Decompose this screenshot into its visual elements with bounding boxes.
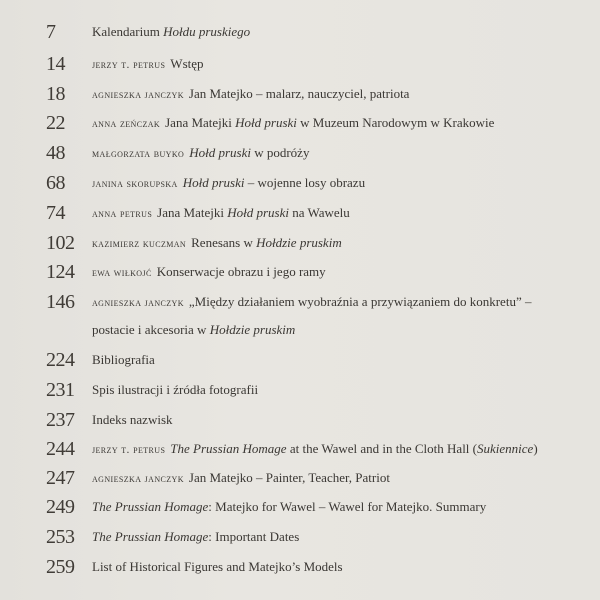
entry-title-italic: The Prussian Homage — [92, 499, 209, 514]
entry-continuation — [92, 322, 295, 338]
entry-title-text: postacie i akcesoria w — [92, 322, 210, 337]
entry-line — [92, 264, 592, 281]
entry-title-italic: The Prussian Homage — [92, 529, 209, 544]
entry-line — [92, 470, 592, 487]
page-number: 48 — [46, 142, 65, 164]
entry-title-italic: Hołdzie pruskim — [209, 322, 296, 337]
entry-title-text: Jana Matejki — [165, 115, 236, 130]
entry-line — [92, 382, 592, 398]
page-number: 18 — [46, 83, 65, 105]
entry-author: anna zeńczak — [92, 118, 161, 130]
entry-line — [92, 529, 592, 545]
entry-title-italic: Hołd pruski — [189, 145, 251, 160]
entry-line — [92, 499, 592, 515]
entry-title-text: w Muzeum Narodowym w Krakowie — [296, 115, 495, 130]
entry-title-text: Spis ilustracji i źródła fotografii — [92, 382, 259, 397]
entry-line — [92, 145, 592, 162]
entry-author: jerzy t. petrus — [92, 444, 166, 456]
entry-line — [92, 86, 592, 103]
page-number: 68 — [46, 172, 65, 194]
entry-title-italic: Hołdu pruskiego — [163, 24, 251, 39]
entry-title-text: Kalendarium — [92, 24, 164, 39]
entry-title-italic: The Prussian Homage — [170, 441, 287, 456]
entry-title-text: Indeks nazwisk — [92, 412, 173, 427]
entry-line — [92, 352, 592, 368]
entry-title-italic: Hołd pruski — [182, 175, 245, 190]
entry-author: małgorzata buyko — [92, 148, 185, 160]
entry-author: agnieszka janczyk — [92, 473, 184, 485]
entry-author: anna petrus — [92, 208, 153, 220]
page-number: 22 — [46, 112, 65, 134]
page-number: 146 — [46, 291, 75, 313]
entry-title-text: „Między działaniem wyobraźnia a przywiązaniem do konkretu” – — [188, 294, 532, 309]
entry-line — [92, 412, 592, 428]
entry-title-italic: Hołd pruski — [227, 205, 289, 220]
page-number: 14 — [46, 53, 65, 75]
entry-line — [92, 56, 592, 73]
entry-title-text: na Wawelu — [288, 205, 350, 220]
entry-title-text: at the Wawel and in the Cloth Hall ( — [286, 441, 477, 456]
entry-title-text: Wstęp — [170, 56, 204, 71]
entry-title-text: – wojenne losy obrazu — [244, 175, 366, 190]
page-number: 7 — [46, 21, 56, 43]
entry-author: janina skorupska — [92, 178, 178, 190]
entry-author: agnieszka janczyk — [92, 297, 184, 309]
entry-line — [92, 115, 592, 132]
entry-title-text: Jana Matejki — [157, 205, 228, 220]
entry-title-text: : Important Dates — [208, 529, 300, 544]
entry-author: ewa wiłkojć — [92, 267, 152, 279]
entry-line — [92, 24, 592, 40]
page-number: 102 — [46, 232, 75, 254]
entry-title-text: Jan Matejko – malarz, nauczyciel, patriota — [188, 86, 410, 101]
entry-author: jerzy t. petrus — [92, 59, 166, 71]
page-number: 224 — [46, 349, 75, 371]
entry-line — [92, 559, 592, 575]
entry-title-italic: Hołd pruski — [235, 115, 297, 130]
entry-title-text: : Matejko for Wawel – Wawel for Matejko. Summary — [208, 499, 487, 514]
entry-title-text: w podróży — [250, 145, 310, 160]
page-number: 244 — [46, 438, 75, 460]
page-number: 231 — [46, 379, 75, 401]
entry-line — [92, 294, 592, 311]
page-number: 124 — [46, 261, 75, 283]
page-number: 259 — [46, 556, 75, 578]
entry-line — [92, 205, 592, 222]
entry-title-text: Bibliografia — [92, 352, 155, 367]
entry-line — [92, 441, 592, 458]
entry-title-text: Jan Matejko – Painter, Teacher, Patriot — [188, 470, 390, 485]
entry-title-text: Konserwacje obrazu i jego ramy — [156, 264, 326, 279]
entry-title-text: Renesans w — [191, 235, 257, 250]
page-number: 74 — [46, 202, 65, 224]
entry-line — [92, 175, 592, 192]
page-number: 237 — [46, 409, 75, 431]
entry-title-italic: Sukiennice — [477, 441, 534, 456]
entry-title-text: ) — [533, 441, 538, 456]
entry-line — [92, 235, 592, 252]
entry-title-italic: Hołdzie pruskim — [256, 235, 342, 250]
entry-author: agnieszka janczyk — [92, 89, 184, 101]
page-number: 247 — [46, 467, 75, 489]
entry-author: kazimierz kuczman — [92, 238, 187, 250]
page-number: 249 — [46, 496, 75, 518]
page-number: 253 — [46, 526, 75, 548]
entry-title-text: List of Historical Figures and Matejko’s Models — [92, 559, 343, 574]
